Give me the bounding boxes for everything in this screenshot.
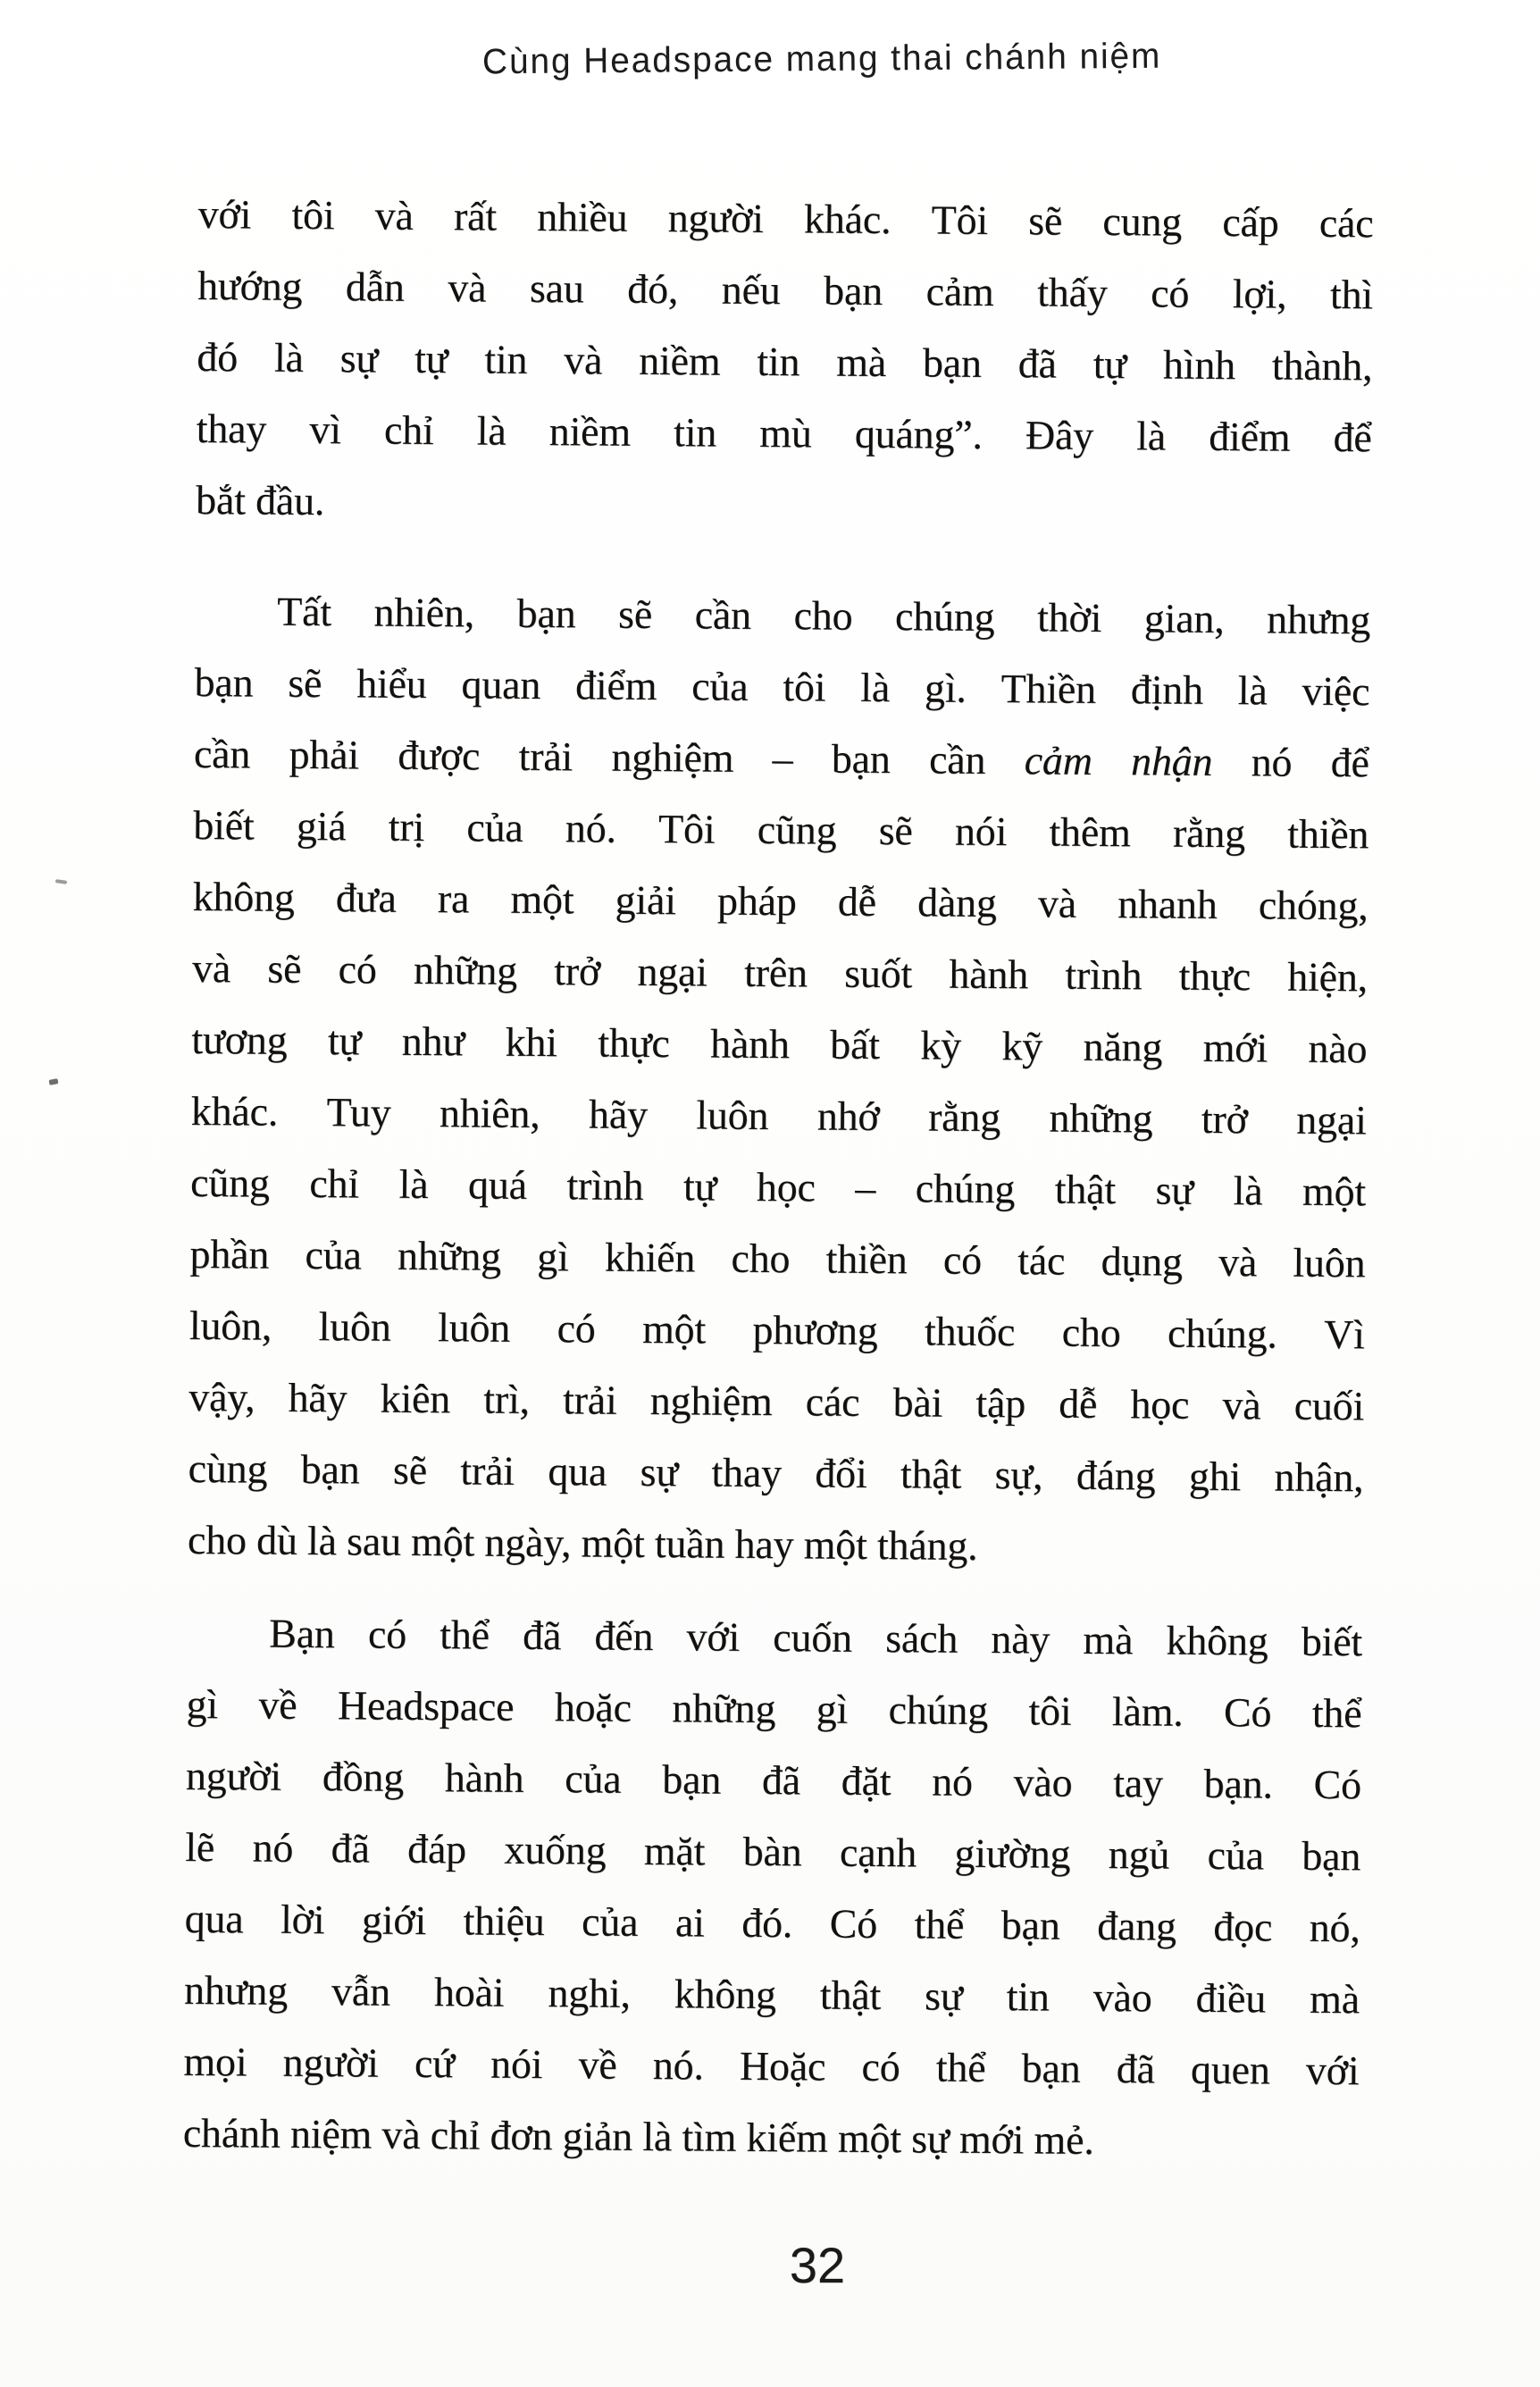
text-line: Bạn có thể đã đến với cuốn sách này mà không biết: [269, 1610, 1363, 1665]
paragraph: [188, 575, 1371, 1585]
text-line: với tôi và rất nhiều người khác. Tôi sẽ cung cấp các: [197, 190, 1374, 247]
text-line: cho dù là sau một ngày, một tuần hay một tháng.: [187, 1516, 978, 1569]
text-line: không đưa ra một giải pháp dễ dàng và nhanh chóng,: [192, 873, 1368, 929]
text-line: người đồng hành của bạn đã đặt nó vào tay bạn. Có: [185, 1752, 1362, 1808]
text-line: Tất nhiên, bạn sẽ cần cho chúng thời gian, nhưng: [276, 588, 1371, 643]
text-line: bạn sẽ hiểu quan điểm của tôi là gì. Thiền định là việc: [194, 658, 1370, 715]
text-line: cũng chỉ là quá trình tự học – chúng thật sự là một: [189, 1159, 1367, 1215]
text-line: nhưng vẫn hoài nghi, không thật sự tin vào điều mà: [183, 1966, 1360, 2023]
text-line: và sẽ có những trở ngại trên suốt hành trình thực hiện,: [191, 944, 1368, 1001]
text-line: vậy, hãy kiên trì, trải nghiệm các bài tập dễ học và cuối: [188, 1373, 1365, 1429]
text-line: bắt đầu.: [195, 476, 325, 524]
text-line: cần phải được trải nghiệm – bạn cần cảm nhận nó để: [193, 730, 1369, 786]
text-line: biết giá trị của nó. Tôi cũng sẽ nói thêm rằng thiền: [193, 801, 1369, 858]
text-line: khác. Tuy nhiên, hãy luôn nhớ rằng những trở ngại: [190, 1087, 1367, 1143]
scan-speck: [55, 879, 67, 884]
body-text: [183, 179, 1374, 2178]
scan-speck: [49, 1078, 59, 1085]
text-line: chánh niệm và chỉ đơn giản là tìm kiếm một sự mới mẻ.: [182, 2109, 1094, 2163]
text-line: lẽ nó đã đáp xuống mặt bàn cạnh giường ngủ của bạn: [185, 1823, 1361, 1880]
text-line: phần của những gì khiến cho thiền có tác dụng và luôn: [189, 1230, 1366, 1286]
page-number: 32: [789, 2237, 846, 2293]
text-line: đó là sự tự tin và niềm tin mà bạn đã tự hình thành,: [197, 333, 1373, 389]
text-line: hướng dẫn và sau đó, nếu bạn cảm thấy có lợi, thì: [197, 262, 1374, 318]
paragraph: [183, 1597, 1363, 2178]
running-header: Cùng Headspace mang thai chánh niệm: [481, 36, 1162, 82]
paragraph: [196, 179, 1374, 545]
text-line: gì về Headspace hoặc những gì chúng tôi làm. Có thể: [186, 1680, 1362, 1737]
text-line: qua lời giới thiệu của ai đó. Có thể bạn đang đọc nó,: [184, 1895, 1360, 1951]
text-line: luôn, luôn luôn có một phương thuốc cho chúng. Vì: [188, 1302, 1365, 1358]
text-line: cùng bạn sẽ trải qua sự thay đổi thật sự, đáng ghi nhận,: [188, 1445, 1364, 1501]
text-line: mọi người cứ nói về nó. Hoặc có thể bạn đã quen với: [183, 2038, 1360, 2094]
text-line: tương tự như khi thực hành bất kỳ kỹ năng mới nào: [191, 1016, 1368, 1072]
text-line: thay vì chỉ là niềm tin mù quáng”. Đây là điểm để: [196, 405, 1372, 461]
